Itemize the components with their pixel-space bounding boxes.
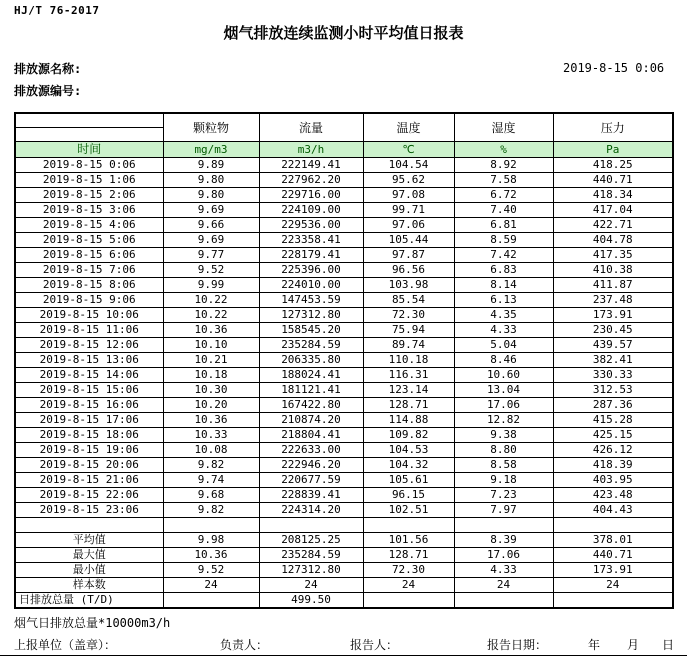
year-label: 年 — [588, 638, 601, 652]
cell-value: 167422.80 — [259, 398, 363, 413]
cell-value: 104.53 — [363, 443, 454, 458]
table-row — [15, 473, 673, 488]
cell-value: 10.22 — [163, 308, 259, 323]
cell-value: 8.59 — [454, 233, 553, 248]
report-date-label: 报告日期： — [487, 638, 548, 652]
cell-value: 158545.20 — [259, 323, 363, 338]
table-row — [15, 173, 673, 188]
table-row — [15, 203, 673, 218]
cell-value: 105.44 — [363, 233, 454, 248]
summary-value: 24 — [259, 578, 363, 593]
table-row — [15, 458, 673, 473]
cell-value: 8.58 — [454, 458, 553, 473]
cell-value: 72.30 — [363, 308, 454, 323]
spacer-cell — [363, 518, 454, 533]
cell-time: 2019-8-15 20:06 — [15, 458, 163, 473]
spacer-cell — [259, 518, 363, 533]
table-row — [15, 428, 673, 443]
summary-value: 10.36 — [163, 548, 259, 563]
summary-value: 17.06 — [454, 548, 553, 563]
col-header-temperature: 温度 — [363, 113, 454, 142]
col-header-particulate: 颗粒物 — [163, 113, 259, 142]
cell-value: 9.82 — [163, 503, 259, 518]
cell-value: 218804.41 — [259, 428, 363, 443]
cell-value: 404.78 — [553, 233, 673, 248]
table-row — [15, 443, 673, 458]
cell-time: 2019-8-15 8:06 — [15, 278, 163, 293]
cell-value: 97.08 — [363, 188, 454, 203]
unit-particulate: mg/m3 — [163, 142, 259, 158]
unit-pressure: Pa — [553, 142, 673, 158]
cell-value: 9.89 — [163, 158, 259, 173]
summary-label: 最小值 — [15, 563, 163, 578]
table-row — [15, 413, 673, 428]
cell-value: 127312.80 — [259, 308, 363, 323]
summary-value: 24 — [454, 578, 553, 593]
cell-value: 75.94 — [363, 323, 454, 338]
cell-value: 123.14 — [363, 383, 454, 398]
spacer-row — [15, 518, 673, 533]
cell-time: 2019-8-15 9:06 — [15, 293, 163, 308]
cell-value: 9.69 — [163, 233, 259, 248]
summary-value: 8.39 — [454, 533, 553, 548]
cell-value: 9.38 — [454, 428, 553, 443]
cell-value: 418.25 — [553, 158, 673, 173]
cell-value: 6.13 — [454, 293, 553, 308]
report-datetime: 2019-8-15 0:06 — [563, 61, 665, 75]
cell-value: 235284.59 — [259, 338, 363, 353]
cell-value: 96.15 — [363, 488, 454, 503]
cell-value: 4.33 — [454, 323, 553, 338]
cell-value: 96.56 — [363, 263, 454, 278]
summary-value: 9.98 — [163, 533, 259, 548]
table-row — [15, 278, 673, 293]
cell-value: 13.04 — [454, 383, 553, 398]
cell-value: 404.43 — [553, 503, 673, 518]
cell-value: 104.32 — [363, 458, 454, 473]
cell-value: 7.58 — [454, 173, 553, 188]
cell-value: 10.18 — [163, 368, 259, 383]
cell-value: 102.51 — [363, 503, 454, 518]
cell-value: 10.10 — [163, 338, 259, 353]
cell-value: 105.61 — [363, 473, 454, 488]
cell-time: 2019-8-15 12:06 — [15, 338, 163, 353]
cell-value: 222149.41 — [259, 158, 363, 173]
cell-time: 2019-8-15 17:06 — [15, 413, 163, 428]
summary-value: 173.91 — [553, 563, 673, 578]
summary-row — [15, 578, 673, 593]
col-header-pressure: 压力 — [553, 113, 673, 142]
cell-time: 2019-8-15 2:06 — [15, 188, 163, 203]
summary-row — [15, 593, 673, 609]
cell-value: 423.48 — [553, 488, 673, 503]
cell-value: 229716.00 — [259, 188, 363, 203]
cell-value: 287.36 — [553, 398, 673, 413]
summary-label: 最大值 — [15, 548, 163, 563]
cell-value: 224314.20 — [259, 503, 363, 518]
cell-value: 10.36 — [163, 323, 259, 338]
cell-value: 223358.41 — [259, 233, 363, 248]
cell-time: 2019-8-15 10:06 — [15, 308, 163, 323]
cell-value: 417.35 — [553, 248, 673, 263]
summary-value: 128.71 — [363, 548, 454, 563]
cell-value: 382.41 — [553, 353, 673, 368]
unit-flow: m3/h — [259, 142, 363, 158]
summary-value: 499.50 — [259, 593, 363, 609]
summary-value: 24 — [163, 578, 259, 593]
signature-line — [0, 636, 687, 654]
header-row-top — [15, 113, 673, 128]
cell-value: 439.57 — [553, 338, 673, 353]
responsible-label: 负责人： — [220, 638, 269, 652]
spacer-cell — [163, 518, 259, 533]
cell-value: 220677.59 — [259, 473, 363, 488]
cell-value: 9.66 — [163, 218, 259, 233]
cell-value: 173.91 — [553, 308, 673, 323]
cell-time: 2019-8-15 14:06 — [15, 368, 163, 383]
cell-value: 228179.41 — [259, 248, 363, 263]
cell-value: 116.31 — [363, 368, 454, 383]
cell-value: 426.12 — [553, 443, 673, 458]
cell-value: 9.18 — [454, 473, 553, 488]
cell-value: 222633.00 — [259, 443, 363, 458]
cell-value: 227962.20 — [259, 173, 363, 188]
spacer-cell — [553, 518, 673, 533]
monitoring-table — [14, 112, 674, 609]
cell-time: 2019-8-15 13:06 — [15, 353, 163, 368]
cell-value: 10.08 — [163, 443, 259, 458]
cell-value: 12.82 — [454, 413, 553, 428]
cell-value: 128.71 — [363, 398, 454, 413]
cell-time: 2019-8-15 23:06 — [15, 503, 163, 518]
table-row — [15, 503, 673, 518]
cell-value: 4.35 — [454, 308, 553, 323]
cell-value: 97.06 — [363, 218, 454, 233]
summary-value: 72.30 — [363, 563, 454, 578]
cell-value: 10.21 — [163, 353, 259, 368]
cell-value: 9.68 — [163, 488, 259, 503]
table-row — [15, 188, 673, 203]
table-row — [15, 383, 673, 398]
cell-value: 17.06 — [454, 398, 553, 413]
cell-value: 7.97 — [454, 503, 553, 518]
cell-time: 2019-8-15 6:06 — [15, 248, 163, 263]
cell-value: 330.33 — [553, 368, 673, 383]
cell-value: 103.98 — [363, 278, 454, 293]
cell-value: 206335.80 — [259, 353, 363, 368]
summary-value: 208125.25 — [259, 533, 363, 548]
unit-row — [15, 142, 673, 158]
cell-time: 2019-8-15 21:06 — [15, 473, 163, 488]
summary-row — [15, 548, 673, 563]
cell-value: 10.30 — [163, 383, 259, 398]
cell-value: 440.71 — [553, 173, 673, 188]
cell-value: 147453.59 — [259, 293, 363, 308]
col-header-humidity: 湿度 — [454, 113, 553, 142]
table-row — [15, 368, 673, 383]
cell-value: 6.81 — [454, 218, 553, 233]
cell-value: 10.36 — [163, 413, 259, 428]
cell-value: 97.87 — [363, 248, 454, 263]
table-row — [15, 398, 673, 413]
cell-value: 89.74 — [363, 338, 454, 353]
time-header-blank-top — [15, 113, 163, 128]
cell-value: 9.52 — [163, 263, 259, 278]
cell-value: 10.20 — [163, 398, 259, 413]
table-row — [15, 323, 673, 338]
table-row — [15, 218, 673, 233]
cell-value: 9.69 — [163, 203, 259, 218]
table-row — [15, 233, 673, 248]
cell-value: 6.83 — [454, 263, 553, 278]
cell-value: 9.99 — [163, 278, 259, 293]
cell-value: 418.34 — [553, 188, 673, 203]
cell-time: 2019-8-15 15:06 — [15, 383, 163, 398]
cell-value: 7.23 — [454, 488, 553, 503]
cell-value: 230.45 — [553, 323, 673, 338]
cell-time: 2019-8-15 19:06 — [15, 443, 163, 458]
cell-value: 222946.20 — [259, 458, 363, 473]
summary-value: 9.52 — [163, 563, 259, 578]
cell-value: 9.80 — [163, 188, 259, 203]
spacer-cell — [454, 518, 553, 533]
summary-value: 378.01 — [553, 533, 673, 548]
cell-value: 9.82 — [163, 458, 259, 473]
standard-code: HJ/T 76-2017 — [14, 4, 100, 17]
cell-value: 188024.41 — [259, 368, 363, 383]
cell-value: 410.38 — [553, 263, 673, 278]
cell-time: 2019-8-15 18:06 — [15, 428, 163, 443]
cell-value: 8.92 — [454, 158, 553, 173]
unit-humidity: % — [454, 142, 553, 158]
cell-time: 2019-8-15 7:06 — [15, 263, 163, 278]
time-header-blank-bottom — [15, 128, 163, 142]
cell-value: 104.54 — [363, 158, 454, 173]
table-row — [15, 338, 673, 353]
cell-value: 225396.00 — [259, 263, 363, 278]
cell-value: 403.95 — [553, 473, 673, 488]
reporter-label: 报告人： — [350, 638, 399, 652]
cell-value: 10.22 — [163, 293, 259, 308]
source-name-label: 排放源名称: — [14, 62, 82, 76]
table-row — [15, 308, 673, 323]
cell-value: 417.04 — [553, 203, 673, 218]
summary-value: 4.33 — [454, 563, 553, 578]
table-row — [15, 248, 673, 263]
table-row — [15, 263, 673, 278]
summary-label: 日排放总量 (T/D) — [15, 593, 163, 609]
summary-value — [553, 593, 673, 609]
cell-value: 99.71 — [363, 203, 454, 218]
cell-time: 2019-8-15 11:06 — [15, 323, 163, 338]
summary-value: 440.71 — [553, 548, 673, 563]
cell-value: 110.18 — [363, 353, 454, 368]
source-code-label: 排放源编号: — [14, 84, 82, 98]
cell-value: 8.46 — [454, 353, 553, 368]
cell-value: 418.39 — [553, 458, 673, 473]
cell-value: 181121.41 — [259, 383, 363, 398]
cell-value: 9.80 — [163, 173, 259, 188]
summary-value — [363, 593, 454, 609]
cell-value: 8.14 — [454, 278, 553, 293]
cell-time: 2019-8-15 0:06 — [15, 158, 163, 173]
summary-label: 样本数 — [15, 578, 163, 593]
report-unit-label: 上报单位（盖章）： — [14, 638, 117, 652]
cell-value: 10.60 — [454, 368, 553, 383]
time-header: 时间 — [15, 142, 163, 158]
cell-value: 224109.00 — [259, 203, 363, 218]
cell-time: 2019-8-15 4:06 — [15, 218, 163, 233]
table-row — [15, 488, 673, 503]
cell-value: 224010.00 — [259, 278, 363, 293]
cell-value: 5.04 — [454, 338, 553, 353]
summary-value: 127312.80 — [259, 563, 363, 578]
summary-value: 235284.59 — [259, 548, 363, 563]
month-label: 月 — [627, 638, 640, 652]
table-row — [15, 353, 673, 368]
cell-value: 228839.41 — [259, 488, 363, 503]
table-row — [15, 158, 673, 173]
cell-value: 312.53 — [553, 383, 673, 398]
cell-value: 114.88 — [363, 413, 454, 428]
cell-value: 9.74 — [163, 473, 259, 488]
cell-value: 10.33 — [163, 428, 259, 443]
cell-value: 109.82 — [363, 428, 454, 443]
cell-value: 415.28 — [553, 413, 673, 428]
cell-value: 8.80 — [454, 443, 553, 458]
cell-value: 85.54 — [363, 293, 454, 308]
summary-row — [15, 533, 673, 548]
col-header-flow: 流量 — [259, 113, 363, 142]
cell-value: 425.15 — [553, 428, 673, 443]
cell-value: 422.71 — [553, 218, 673, 233]
cell-value: 7.40 — [454, 203, 553, 218]
cell-value: 95.62 — [363, 173, 454, 188]
data-rows — [15, 158, 673, 609]
cell-value: 7.42 — [454, 248, 553, 263]
cell-value: 411.87 — [553, 278, 673, 293]
summary-value: 24 — [553, 578, 673, 593]
summary-value — [163, 593, 259, 609]
summary-row — [15, 563, 673, 578]
bottom-divider — [0, 655, 687, 656]
cell-time: 2019-8-15 3:06 — [15, 203, 163, 218]
page-title: 烟气排放连续监测小时平均值日报表 — [223, 24, 464, 42]
cell-value: 229536.00 — [259, 218, 363, 233]
summary-value — [454, 593, 553, 609]
cell-time: 2019-8-15 1:06 — [15, 173, 163, 188]
spacer-cell — [15, 518, 163, 533]
cell-time: 2019-8-15 16:06 — [15, 398, 163, 413]
cell-time: 2019-8-15 5:06 — [15, 233, 163, 248]
summary-label: 平均值 — [15, 533, 163, 548]
summary-value: 101.56 — [363, 533, 454, 548]
cell-value: 210874.20 — [259, 413, 363, 428]
cell-value: 6.72 — [454, 188, 553, 203]
cell-value: 237.48 — [553, 293, 673, 308]
table-row — [15, 293, 673, 308]
footer-note: 烟气日排放总量*10000m3/h — [14, 616, 171, 630]
day-label: 日 — [662, 638, 675, 652]
unit-temperature: ℃ — [363, 142, 454, 158]
cell-value: 9.77 — [163, 248, 259, 263]
cell-time: 2019-8-15 22:06 — [15, 488, 163, 503]
summary-value: 24 — [363, 578, 454, 593]
